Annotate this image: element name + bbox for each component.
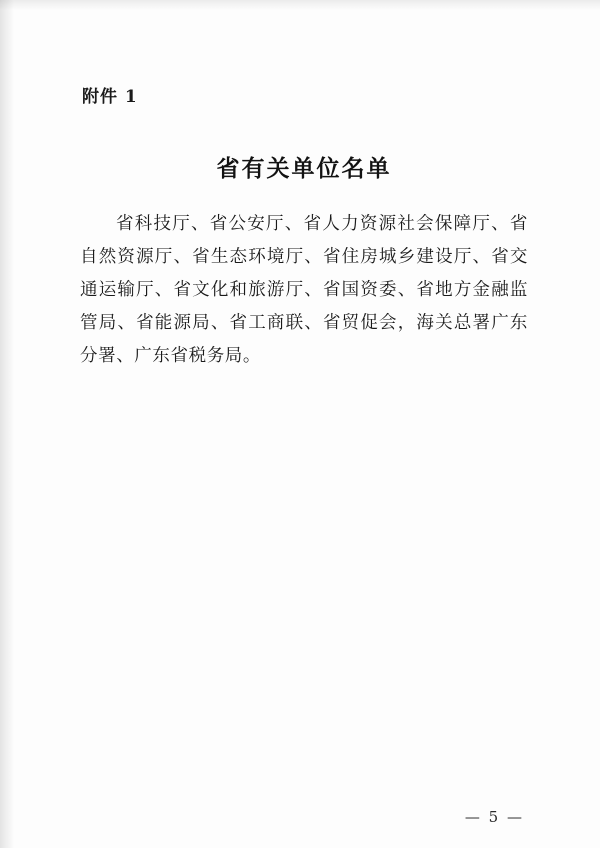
page-edge-shadow-left	[0, 0, 14, 848]
page-content-area	[78, 0, 530, 848]
page-number: — 5 —	[464, 808, 524, 826]
page-title: 省有关单位名单	[216, 155, 392, 182]
attachment-label: 附件 1	[82, 87, 138, 107]
body-paragraph: 省科技厅、省公安厅、省人力资源社会保障厅、省自然资源厅、省生态环境厅、省住房城乡建设厅、省交通运输厅、省文化和旅游厅、省国资委、省地方金融监管局、省能源局、省工商联、省贸促会，海关总署广东分署、广东省税务局。	[80, 214, 528, 366]
